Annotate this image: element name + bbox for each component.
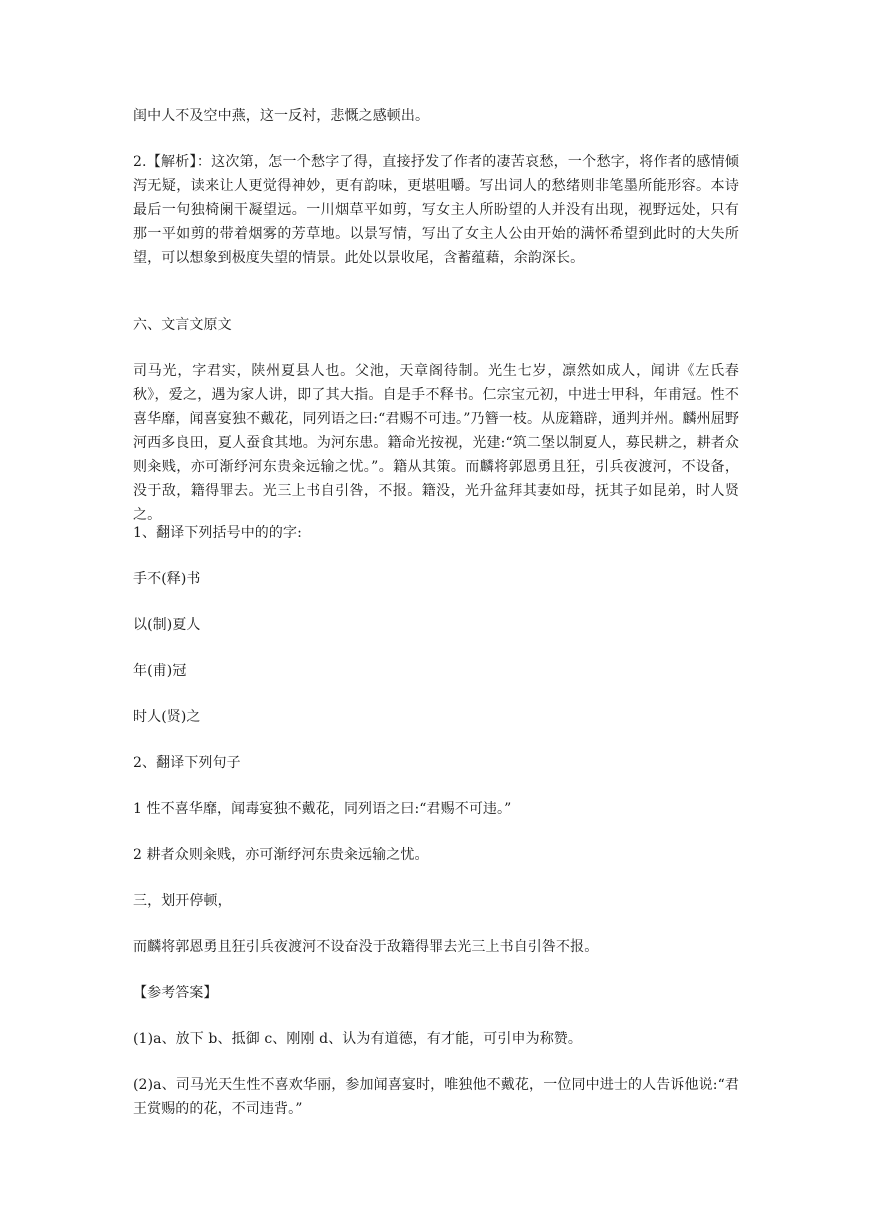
answer-1: (1)a、放下 b、抵御 c、刚刚 d、认为有道德，有才能，可引申为称赞。 bbox=[133, 1031, 582, 1047]
question-1-item-c: 年(甫)冠 bbox=[133, 663, 187, 679]
question-2-sentence-1: 1 性不喜华靡，闻毒宴独不戴花，同列语之曰:“君赐不可违。” bbox=[133, 801, 512, 817]
question-1-item-d: 时人(贤)之 bbox=[133, 709, 201, 725]
section-heading-classical-text: 六、文言文原文 bbox=[133, 317, 232, 333]
question-3-heading: 三，划开停顿， bbox=[133, 893, 232, 909]
question-1-item-b: 以(制)夏人 bbox=[133, 617, 201, 633]
question-3-text: 而麟将郭恩勇且狂引兵夜渡河不设奋没于敌籍得罪去光三上书自引咎不报。 bbox=[133, 939, 599, 955]
paragraph-analysis-2: 2.【解析】：这次第，怎一个愁字了得，直接抒发了作者的凄苦哀愁，一个愁字，将作者的感情倾泻无疑，读来让人更觉得神妙，更有韵味，更堪咀嚼。写出词人的愁绪则非笔墨所能形容。本诗最后一句独椅阑干凝望远。一川烟草平如剪，写女主人所盼望的人并没有出现，视野远处，只有那一平如剪的带着烟雾的芳草地。以景写情，写出了女主人公由开始的满怀希望到此时的大失所望，可以想象到极度失望的情景。此处以景收尾，含蓄蕴藉，余韵深长。 bbox=[133, 154, 739, 266]
answer-2: (2)a、司马光天生性不喜欢华丽，参加闻喜宴时，唯独他不戴花，一位同中进士的人告诉他说:“君王赏赐的的花，不司违背。” bbox=[133, 1077, 739, 1117]
paragraph-classical-text: 司马光，字君实，陕州夏县人也。父池，天章阁待制。光生七岁，凛然如成人，闻讲《左氏春秋》，爱之，遇为家人讲，即了其大指。自是手不释书。仁宗宝元初，中进士甲科，年甫冠。性不喜华靡，闻喜宴独不戴花，同列语之曰:“君赐不可违。”乃簪一枝。从庞籍辟，通判并州。麟州屈野河西多良田，夏人蚕食其地。为河东患。籍命光按视，光建:“筑二堡以制夏人，募民耕之，耕者众则籴贱，亦可渐纾河东贵籴远输之忧。”。籍从其策。而麟将郭恩勇且狂，引兵夜渡河，不设备，没于敌，籍得罪去。光三上书自引咎，不报。籍没，光升盆拜其妻如母，抚其子如昆弟，时人贤之。 bbox=[133, 363, 739, 523]
paragraph-poem-analysis-end: 闺中人不及空中燕，这一反衬，悲慨之感顿出。 bbox=[133, 108, 430, 124]
question-1-item-a: 手不(释)书 bbox=[133, 571, 201, 587]
question-2-heading: 2、翻译下列句子 bbox=[133, 755, 241, 771]
question-2-sentence-2: 2 耕者众则籴贱，亦可渐纾河东贵籴远输之忧。 bbox=[133, 847, 429, 863]
answer-heading: 【参考答案】 bbox=[133, 985, 218, 1001]
question-1-heading: 1、翻译下列括号中的的字: bbox=[133, 525, 302, 541]
